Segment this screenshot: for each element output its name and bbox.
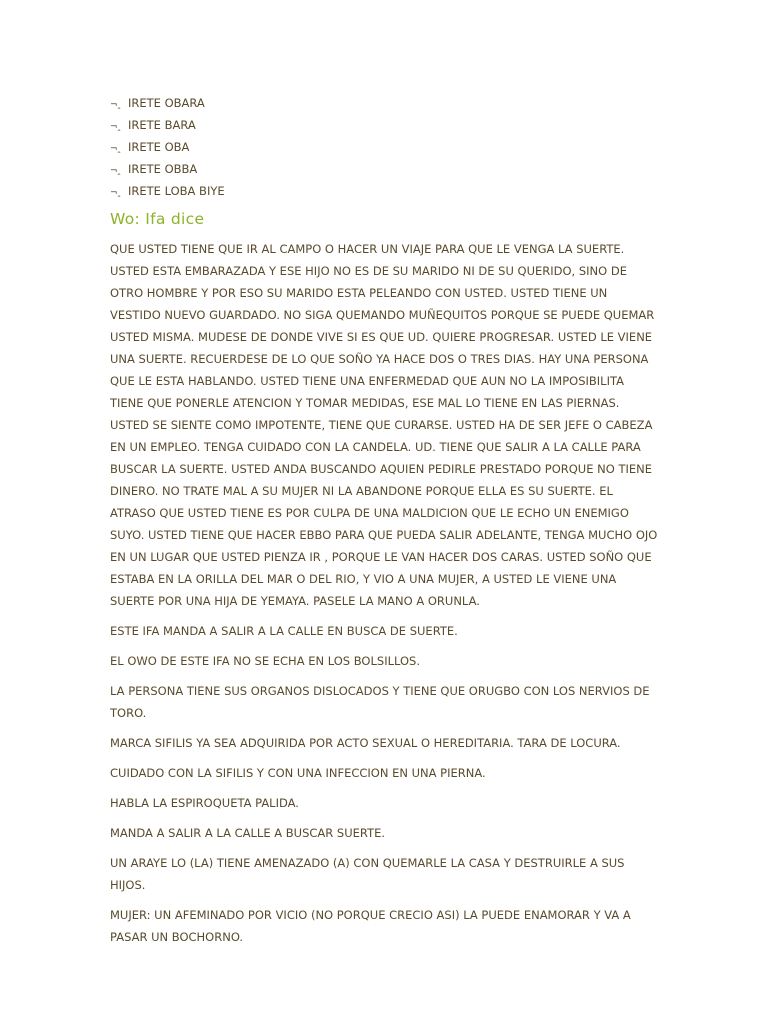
bullet-marker: ¬‸ [110,144,121,154]
list-item-text: IRETE BARA [128,118,196,132]
paragraph: MANDA A SALIR A LA CALLE A BUSCAR SUERTE. [110,826,386,840]
paragraph: UN ARAYE LO (LA) TIENE AMENAZADO (A) CON QUEMARLE LA CASA Y DESTRUIRLE A SUS HIJOS. [110,856,625,892]
odu-name-list [110,92,660,202]
list-item-text: IRETE OBBA [128,162,198,176]
document-page [110,92,660,956]
list-item [110,136,660,158]
bullet-marker: ¬‸ [110,166,121,176]
paragraph: EL OWO DE ESTE IFA NO SE ECHA EN LOS BOLSILLOS. [110,654,420,668]
paragraph: LA PERSONA TIENE SUS ORGANOS DISLOCADOS Y TIENE QUE ORUGBO CON LOS NERVIOS DE TORO. [110,684,650,720]
list-item [110,92,660,114]
paragraph: CUIDADO CON LA SIFILIS Y CON UNA INFECCION EN UNA PIERNA. [110,766,486,780]
paragraph: HABLA LA ESPIROQUETA PALIDA. [110,796,299,810]
bullet-marker: ¬‸ [110,188,121,198]
list-item-text: IRETE LOBA BIYE [128,184,225,198]
section-heading: Wo: Ifa dice [110,210,205,228]
paragraph: ESTE IFA MANDA A SALIR A LA CALLE EN BUSCA DE SUERTE. [110,624,458,638]
bullet-marker: ¬‸ [110,122,121,132]
list-item [110,158,660,180]
list-item-text: IRETE OBARA [128,96,205,110]
bullet-marker: ¬‸ [110,100,121,110]
list-item-text: IRETE OBA [128,140,190,154]
paragraph: MUJER: UN AFEMINADO POR VICIO (NO PORQUE CRECIO ASI) LA PUEDE ENAMORAR Y VA A PASAR UN BOCHORNO. [110,908,631,944]
paragraph: QUE USTED TIENE QUE IR AL CAMPO O HACER UN VIAJE PARA QUE LE VENGA LA SUERTE. USTED ESTA EMBARAZADA Y ESE HIJO NO ES DE SU MARIDO NI DE SU QUERIDO, SINO DE OTRO HOMBRE Y POR ESO SU MARIDO ESTA PELEANDO CON USTED. USTED TIENE UN VESTIDO NUEVO GUARDADO. NO SIGA QUEMANDO MUÑEQUITOS PORQUE SE PUEDE QUEMAR USTED MISMA. MUDESE DE DONDE VIVE SI ES QUE UD. QUIERE PROGRESAR. USTED LE VIENE UNA SUERTE. RECUERDESE DE LO QUE SOÑO YA HACE DOS O TRES DIAS. HAY UNA PERSONA QUE LE ESTA HABLANDO. USTED TIENE UNA ENFERMEDAD QUE AUN NO LA IMPOSIBILITA TIENE QUE PONERLE ATENCION Y TOMAR MEDIDAS, ESE MAL LO TIENE EN LAS PIERNAS. USTED SE SIENTE COMO IMPOTENTE, TIENE QUE CURARSE. USTED HA DE SER JEFE O CABEZA EN UN EMPLEO. TENGA CUIDADO CON LA CANDELA. UD. TIENE QUE SALIR A LA CALLE PARA BUSCAR LA SUERTE. USTED ANDA BUSCANDO AQUIEN PEDIRLE PRESTADO PORQUE NO TIENE DINERO. NO TRATE MAL A SU MUJER NI LA ABANDONE PORQUE ELLA ES SU SUERTE. EL ATRASO QUE USTED TIENE ES POR CULPA DE UNA MALDICION QUE LE ECHO UN ENEMIGO SUYO. USTED TIENE QUE HACER EBBO PARA QUE PUEDA SALIR ADELANTE, TENGA MUCHO OJO EN UN LUGAR QUE USTED PIENZA IR , PORQUE LE VAN HACER DOS CARAS. USTED SOÑO QUE ESTABA EN LA ORILLA DEL MAR O DEL RIO, Y VIO A UNA MUJER, A USTED LE VIENE UNA SUERTE POR UNA HIJA DE YEMAYA. PASELE LA MANO A ORUNLA. [110,242,658,608]
list-item [110,180,660,202]
list-item [110,114,660,136]
paragraph: MARCA SIFILIS YA SEA ADQUIRIDA POR ACTO SEXUAL O HEREDITARIA. TARA DE LOCURA. [110,736,621,750]
